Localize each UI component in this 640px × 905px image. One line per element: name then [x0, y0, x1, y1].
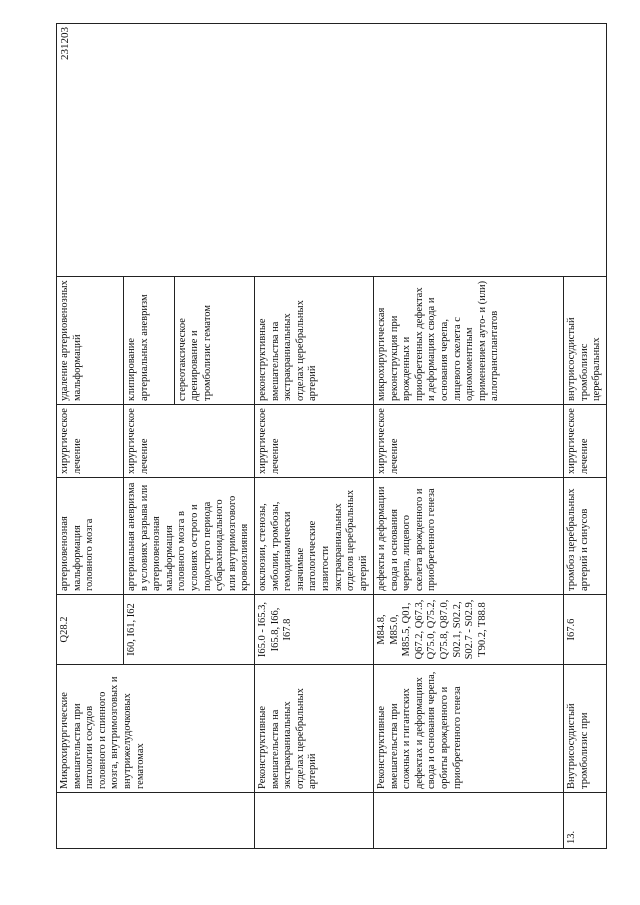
- row-number: 13.: [563, 793, 606, 849]
- treatment-method: стереотаксическое дренирование и тромболизис гематом: [176, 305, 213, 401]
- icd-code: I60, I61, I62: [124, 595, 255, 665]
- treatment-type: хирургическое лечение: [124, 405, 255, 478]
- diagnosis: дефекты и деформации свода и основания черепа, лицевого скелета врожденного и приобретенного генеза: [373, 478, 563, 595]
- treatment-type: хирургическое лечение: [563, 405, 606, 478]
- diagnosis: артериовенозная мальформация головного мозга: [57, 478, 124, 595]
- treatment-method: микрохирургическая реконструкция при врожденных и приобретенных дефектах и деформациях свода и основания черепа, лицевого скелета с одномоментным применением ауто- и (или) аллотрансплантатов: [373, 277, 563, 405]
- treatment-method: клипирование артериальных аневризм: [124, 277, 174, 404]
- treatment-type: хирургическое лечение: [254, 405, 373, 478]
- procedure-name: Реконструктивные вмешательства при сложных и гигантских дефектах и деформациях свода и основания черепа, орбиты врожденного и приобретенного генеза: [373, 665, 563, 793]
- row-number: [373, 793, 563, 849]
- treatment-type: хирургическое лечение: [57, 405, 124, 478]
- rotated-table-area: [56, 24, 603, 849]
- diagnosis: тромбоз церебральных артерий и синусов: [563, 478, 606, 595]
- diagnosis: окклюзии, стенозы, эмболии, тромбозы, гемодинамически значимые патологические извитости экстракраниальных отделов церебральных артерий: [254, 478, 373, 595]
- row-number: [254, 793, 373, 849]
- procedures-table: [56, 23, 607, 849]
- icd-code: I67.6: [563, 595, 606, 665]
- treatment-method: реконструктивные вмешательства на экстракраниальных отделах церебральных артерий: [254, 277, 373, 405]
- procedure-name: Реконструктивные вмешательства на экстракраниальных отделах церебральных артерий: [254, 665, 373, 793]
- procedure-name: Внутрисосудистый тромболизис при: [563, 665, 606, 793]
- page-code: 231203: [57, 24, 607, 277]
- treatment-methods: [124, 277, 255, 405]
- table-row: [57, 24, 124, 849]
- row-number: [57, 793, 255, 849]
- icd-code: I65.0 - I65.3, I65.8, I66, I67.8: [254, 595, 373, 665]
- treatment-method: внутрисосудистый тромболизис церебральных: [563, 277, 606, 405]
- diagnosis: артериальная аневризма в условиях разрыва или артериовенозная мальформация головного мозга в условиях острого и подострого периода субарахноидального или внутримозгового кровоизлияния: [124, 478, 255, 595]
- procedure-name: Микрохирургические вмешательства при патологии сосудов головного и спинного мозга, внутримозговых и внутрижелудочковых гематомах: [57, 665, 255, 793]
- icd-code: Q28.2: [57, 595, 124, 665]
- treatment-type: хирургическое лечение: [373, 405, 563, 478]
- icd-code: M84.8, M85.0, M85.5, Q01, Q67.2, Q67.3, Q75.0, Q75.2, Q75.8, Q87.0, S02.1, S02.2, S02.7 - S02.9, T90.2, T88.8: [373, 595, 563, 665]
- treatment-method: удаление артериовенозных мальформаций: [57, 277, 124, 405]
